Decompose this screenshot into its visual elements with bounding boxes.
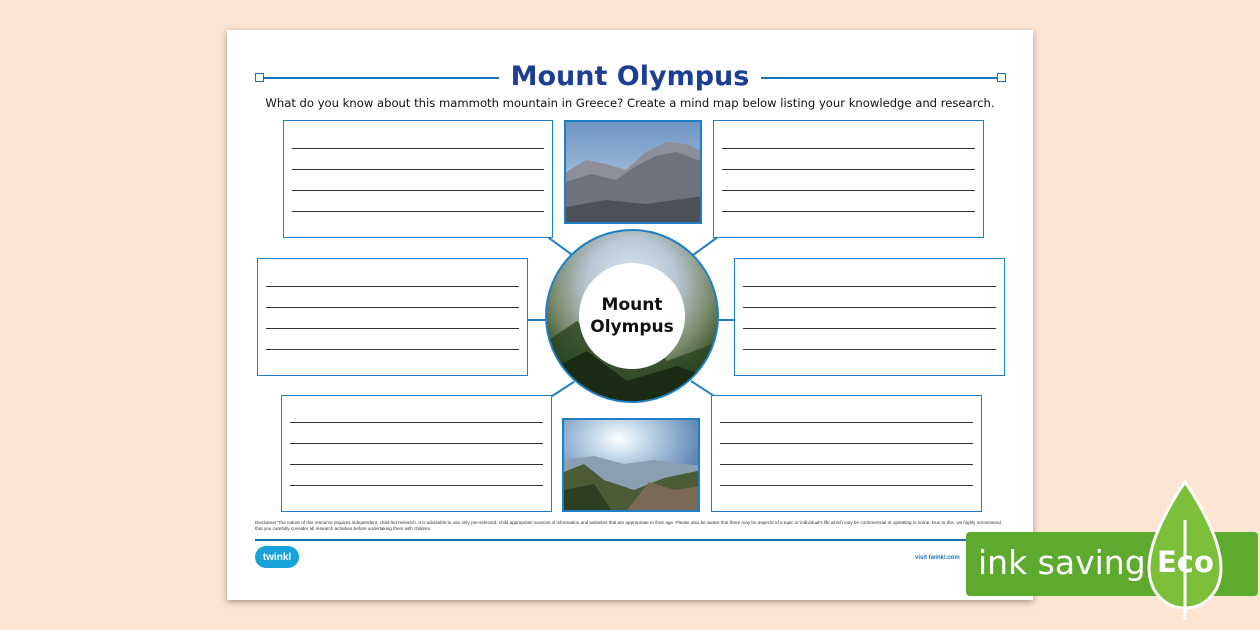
visit-link[interactable]: visit twinkl.com bbox=[915, 555, 960, 561]
writing-box-bottom-right[interactable] bbox=[711, 395, 982, 512]
worksheet-title: Mount Olympus bbox=[227, 60, 1033, 94]
disclaimer-text: Disclaimer:The nature of this resource requires independent, child-led research. It is advisable to use only pre-selected, child appropriate sources of information and websites that are appropriate to their age. Please also be aware that there may be aspects of a topic or individual's life which may be controversial or upsetting to some. Due to this, we highly recommend that you carefully consider all research activities before undertaking them with children. bbox=[255, 520, 1001, 531]
worksheet-prompt: What do you know about this mammoth mountain in Greece? Create a mind map below listing your knowledge and research. bbox=[265, 96, 995, 110]
writing-box-mid-left[interactable] bbox=[257, 258, 528, 376]
footer-rule bbox=[255, 539, 1005, 541]
connector-top-right bbox=[693, 237, 718, 256]
writing-box-top-right[interactable] bbox=[713, 120, 984, 238]
eco-badge-text: ink saving bbox=[978, 543, 1146, 582]
writing-box-mid-right[interactable] bbox=[734, 258, 1005, 376]
hub-label bbox=[579, 263, 685, 369]
writing-box-top-left[interactable] bbox=[283, 120, 553, 238]
connector-bottom-left bbox=[549, 381, 575, 399]
connector-mid-right bbox=[717, 319, 735, 321]
hub-label-line2: Olympus bbox=[590, 317, 674, 337]
mountain-peak-photo bbox=[564, 120, 702, 224]
twinkl-logo: twinkl bbox=[255, 546, 299, 568]
hub-label-line1: Mount bbox=[601, 295, 663, 315]
writing-box-bottom-left[interactable] bbox=[281, 395, 552, 512]
connector-mid-left bbox=[527, 319, 547, 321]
valley-view-photo bbox=[562, 418, 700, 512]
eco-badge-label: Eco bbox=[1157, 545, 1214, 579]
worksheet-page bbox=[227, 30, 1033, 600]
